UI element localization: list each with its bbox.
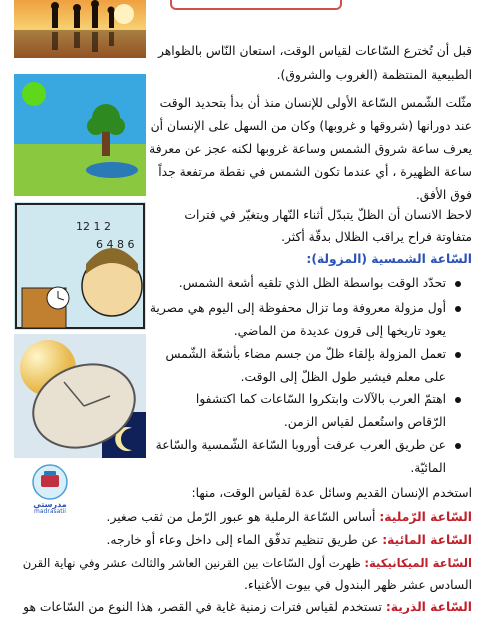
paragraph-3-line-1: لاحظ الانسان أن الظلّ يتبدّل أثناء النّهار ويتغيّر في فترات xyxy=(184,208,472,222)
bullet-dot xyxy=(455,397,461,403)
tools-intro: استخدم الإنسان القديم وسائل عدة لقياس الوقت، منها: xyxy=(191,486,472,500)
atomic-clock-term: السّاعة الذرية: xyxy=(385,600,472,614)
water-clock-text: عن طريق تنظيم تدفّق الماء إلى داخل وعاء أو خارجه. xyxy=(106,533,383,547)
bullet-4-line-2: الرّقاص واستُعمل لقياس الزمن. xyxy=(283,415,446,429)
paragraph-2-line-2: عند دورانها (شروقها و غروبها) وكان من السهل على الإنسان أن xyxy=(150,119,472,133)
bullet-4-line-1: اهتمّ العرب بالآلات وابتكروا السّاعات كما اكتشفوا xyxy=(195,392,446,406)
bullet-2-line-2: يعود تاريخها إلى قرون عديدة من الماضي. xyxy=(233,324,446,338)
sand-clock-term: السّاعة الرّملية: xyxy=(379,510,472,524)
sand-clock-line xyxy=(107,508,472,527)
bullet-1: تحدّد الوقت بواسطة الظل الذي تلقيه أشعة الشمس. xyxy=(178,276,446,290)
bullet-5-line-2: المائيّة. xyxy=(410,461,446,475)
sundial-image xyxy=(14,334,146,458)
logo-subtext: madrasatii xyxy=(34,508,66,515)
sundial-heading: السّاعة الشمسية (المزولة): xyxy=(306,252,472,266)
madrasatii-logo xyxy=(22,462,78,516)
title-frame xyxy=(170,0,342,10)
mechanical-clock-line xyxy=(23,554,472,573)
atomic-clock-text: تستخدم لقياس فترات زمنية غاية في القصر، هذا النوع من السّاعات هو xyxy=(23,600,386,614)
mechanical-clock-line-2: السادس عشر ظهر البندول في بيوت الأغنياء. xyxy=(244,578,472,592)
atomic-clock-line xyxy=(23,598,472,617)
paragraph-1-line-2: الطبيعية المنتظمة (الغروب والشروق). xyxy=(276,68,472,82)
water-clock-term: السّاعة المائية: xyxy=(382,533,472,547)
illustration-clock-numbers: 12 1 2 xyxy=(76,220,111,233)
sunset-image xyxy=(14,0,146,58)
mechanical-clock-term: السّاعة الميكانيكية: xyxy=(364,556,472,570)
water-clock-line xyxy=(106,531,472,550)
bullet-dot xyxy=(455,443,461,449)
sand-clock-text: أساس السّاعة الرملية هو عبور الرّمل من ثقب صغير. xyxy=(106,510,380,524)
bullet-3-line-2: على معلم فيشير طول الظلّ إلى الوقت. xyxy=(240,370,446,384)
paragraph-2-line-5: فوق الأفق. xyxy=(415,188,472,202)
bullet-dot xyxy=(455,352,461,358)
bullet-dot xyxy=(455,306,461,312)
paragraph-2-line-3: يعرف ساعة شروق الشمس وساعة غروبها لكنه عجز عن معرفة xyxy=(149,142,472,156)
sun-landscape-image xyxy=(14,74,146,196)
paragraph-2-line-4: ساعة الظهيرة ، أي عندما تكون الشمس في نقطة مرتفعة جداً xyxy=(158,165,472,179)
bullet-5-line-1: عن طريق العرب عرفت أوروبا السّاعة الشّمسية والسّاعة xyxy=(155,438,446,452)
paragraph-3-line-2: متفاوتة فراح يراقب الظلال بدقّة أكثر. xyxy=(281,230,472,244)
bullet-3-line-1: تعمل المزولة بإلقاء ظلّ من جسم مضاء بأشعّة الشّمس xyxy=(165,347,446,361)
bullet-dot xyxy=(455,281,461,287)
man-watch-image xyxy=(14,202,146,330)
illustration-notes: 6 4 8 6 xyxy=(96,238,135,251)
paragraph-2-line-1: مثّلت الشّمس السّاعة الأولى للإنسان منذ أن بدأ بتحديد الوقت xyxy=(159,96,472,110)
mechanical-clock-text: ظهرت أول السّاعات بين القرنين العاشر والثالث عشر وفي نهاية القرن xyxy=(22,556,365,570)
logo-text: مدرستي xyxy=(33,500,67,509)
bullet-2-line-1: أول مزولة معروفة وما تزال محفوظة إلى اليوم هي مصرية xyxy=(149,301,446,315)
paragraph-1-line-1: قبل أن تُخترع السّاعات لقياس الوقت، استعان النّاس بالظواهر xyxy=(157,44,472,58)
